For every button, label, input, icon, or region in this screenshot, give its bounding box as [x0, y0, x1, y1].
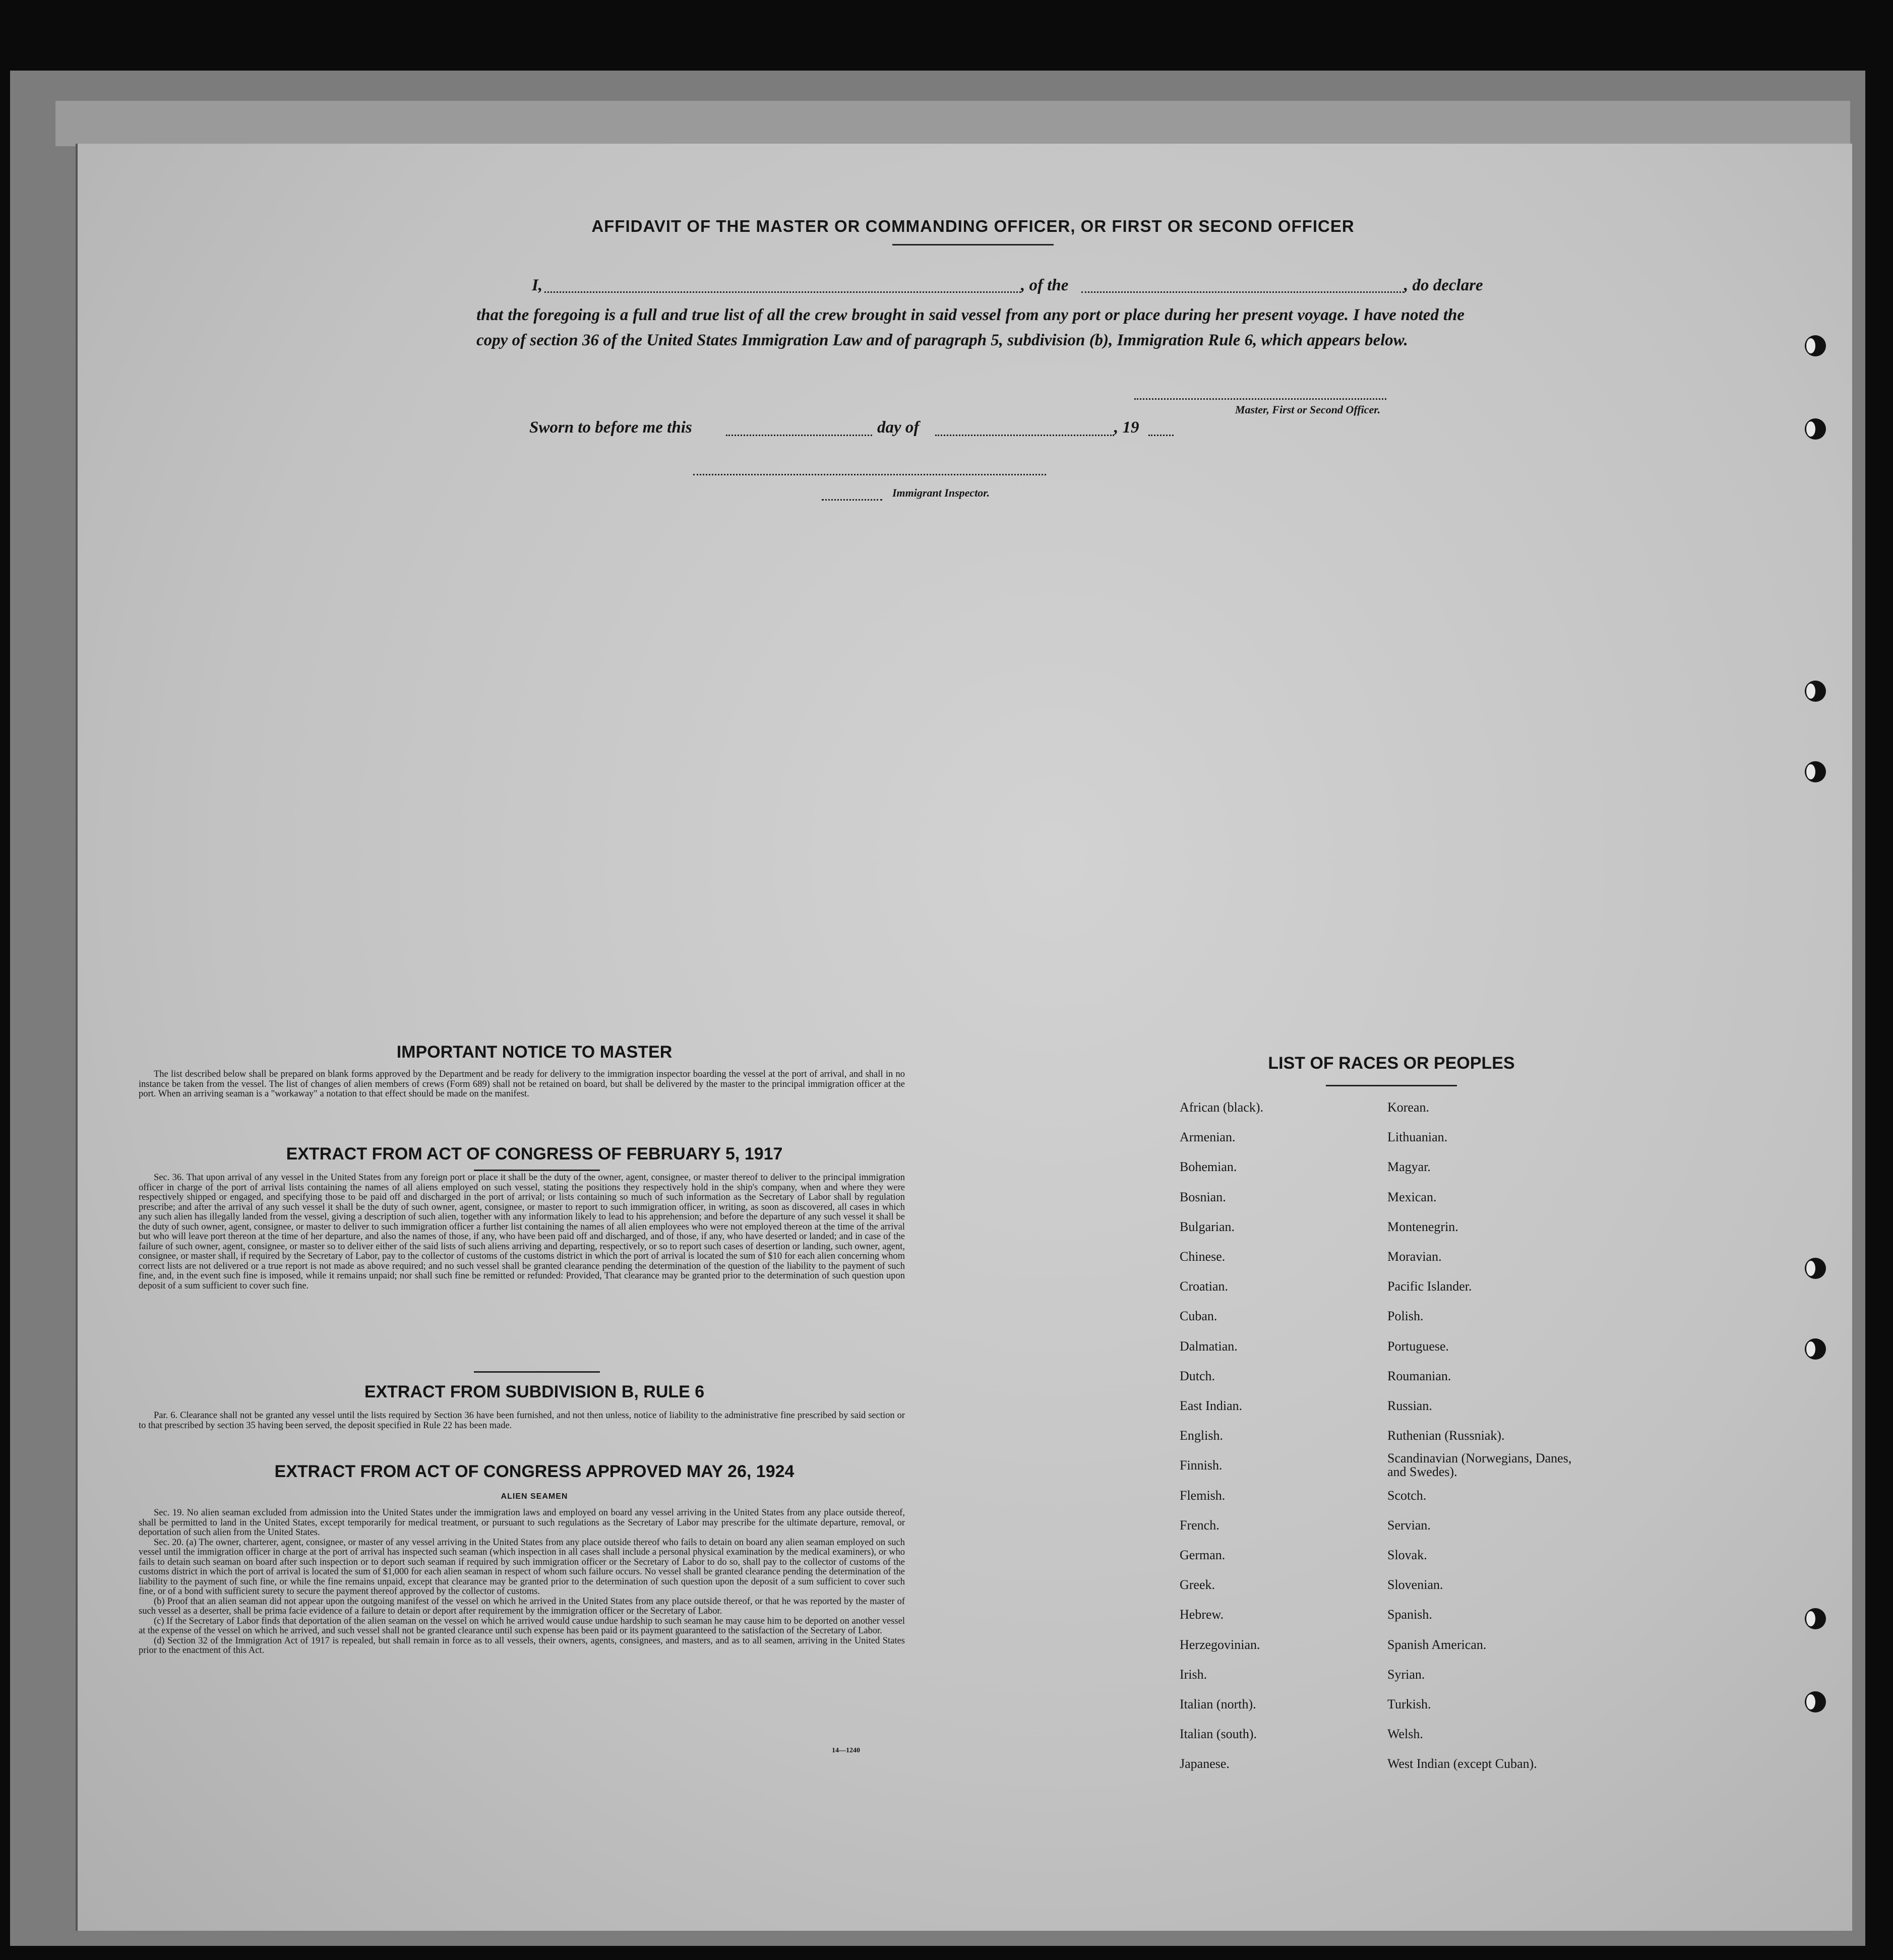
form-number: 14—1240 [832, 1747, 860, 1754]
extract-1924-title: EXTRACT FROM ACT OF CONGRESS APPROVED MAY 26, 1924 [274, 1462, 795, 1481]
race-item: Scotch. [1387, 1488, 1427, 1503]
sec-20b-paragraph: (b) Proof that an alien seaman did not appear upon the outgoing manifest of the vessel on which he arrived in the United States from any place outside thereof, or that he was reported by the master of such vessel as a deserter, shall be prima facie evidence of a failure to detain or deport after requirement by the immigration officer or the Secretary of Labor. [139, 1596, 905, 1616]
race-item: Mexican. [1387, 1189, 1437, 1204]
race-item: Dutch. [1180, 1368, 1215, 1383]
race-item: Magyar. [1387, 1159, 1431, 1175]
race-item: Portuguese. [1387, 1338, 1449, 1354]
inspector-signature-blank[interactable] [693, 474, 1046, 475]
races-title: LIST OF RACES OR PEOPLES [1268, 1054, 1515, 1073]
extract-rule6-body: Par. 6. Clearance shall not be granted any vessel until the lists required by Section 36 have been furnished, and not then unless, notice of liability to the administrative fine prescribed by said section or to that prescribed by section 35 having been served, the deposit specified in Rule 22 has been made. [139, 1411, 905, 1431]
affidavit-of-the-label: , of the [1021, 276, 1069, 294]
extract-rule6-title: EXTRACT FROM SUBDIVISION B, RULE 6 [364, 1382, 705, 1401]
notice-title: IMPORTANT NOTICE TO MASTER [396, 1043, 673, 1062]
race-item: Moravian. [1387, 1249, 1442, 1264]
affidavit-i-label: I, [532, 276, 543, 294]
race-item: Japanese. [1180, 1756, 1230, 1771]
race-item: East Indian. [1180, 1398, 1243, 1413]
vessel-blank[interactable] [1081, 291, 1404, 293]
binder-hole [1805, 1258, 1826, 1279]
race-item: Russian. [1387, 1398, 1432, 1413]
race-item: Spanish American. [1387, 1637, 1487, 1652]
race-item: Roumanian. [1387, 1368, 1451, 1383]
race-item: Slovenian. [1387, 1577, 1443, 1592]
race-item: West Indian (except Cuban). [1387, 1756, 1537, 1771]
affidavit-do-declare-label: , do declare [1404, 276, 1483, 294]
title-underline [892, 244, 1054, 246]
sec-20d-paragraph: (d) Section 32 of the Immigration Act of 1917 is repealed, but shall remain in force as to all vessels, their owners, agents, consignees, and masters, and as to all seamen, arriving in the United States prior to the enactment of this Act. [139, 1635, 905, 1656]
binder-hole [1805, 681, 1826, 702]
race-item: German. [1180, 1548, 1226, 1562]
master-caption: Master, First or Second Officer. [1235, 403, 1381, 416]
race-item: Bulgarian. [1180, 1219, 1235, 1234]
binder-hole [1805, 1691, 1826, 1712]
master-signature-blank[interactable] [1134, 398, 1386, 400]
race-item: Armenian. [1180, 1130, 1236, 1145]
binder-hole [1805, 1608, 1826, 1629]
race-item: Herzegovinian. [1180, 1637, 1260, 1652]
race-item: Irish. [1180, 1667, 1207, 1682]
sec-20a-paragraph: Sec. 20. (a) The owner, charterer, agent, consignee, or master of any vessel arriving in the United States from any place outside thereof who fails to detain on board any alien seaman employed on such vessel until the immigration officer in charge at the port of arrival has inspected such seaman (which inspection in all cases shall include a personal physical examination by the medical examiners), or who fails to detain such seaman on board after such inspection or to deport such seaman if required by such immigration officer or the Secretary of Labor to do so, shall pay to the collector of customs of the customs district in which the port of arrival is located the sum of $1,000 for each alien seaman in respect of whom such failure occurs. No vessel shall be granted clearance pending the determination of the liability to the payment of such fine, or while the fine remains unpaid, except that clearance may be granted prior to the determination of such question upon the deposit of a sum sufficient to cover such fine, or of a bond with sufficient surety to secure the payment thereof approved by the collector of customs. [139, 1537, 905, 1597]
race-item: Bohemian. [1180, 1159, 1237, 1175]
notice-body: The list described below shall be prepared on blank forms approved by the Department and be ready for delivery to the immigration inspector boarding the vessel at the port of arrival, and shall in no instance be taken from the vessel. The list of changes of alien members of crews (Form 689) shall not be retained on board, but shall be delivered by the master to the principal immigration officer at the port. When an arriving seaman is a "workaway" a notation to that effect should be made on the manifest. [139, 1069, 905, 1099]
race-item: Scandinavian (Norwegians, Danes, and Swedes). [1387, 1451, 1572, 1480]
binder-hole [1805, 1338, 1826, 1360]
race-item: Welsh. [1387, 1727, 1423, 1742]
race-item: Cuban. [1180, 1309, 1217, 1324]
race-item: Greek. [1180, 1577, 1215, 1592]
race-item: Korean. [1387, 1100, 1430, 1115]
sworn-month-blank[interactable] [935, 435, 1114, 436]
race-item: Dalmatian. [1180, 1338, 1238, 1354]
race-item: Flemish. [1180, 1488, 1226, 1503]
sworn-day-blank[interactable] [726, 435, 872, 436]
alien-seamen-subtitle: ALIEN SEAMEN [501, 1492, 568, 1501]
race-item: Chinese. [1180, 1249, 1226, 1264]
sec-20c-paragraph: (c) If the Secretary of Labor finds that deportation of the alien seaman on the vessel on which he arrived would cause undue hardship to such seaman he may cause him to be deported on another vessel at the expense of the vessel on which he arrived, and such vessel shall not be granted clearance until such expense has been paid or its payment guaranteed to the satisfaction of the Secretary of Labor. [139, 1616, 905, 1636]
race-item: English. [1180, 1428, 1223, 1443]
race-item: Syrian. [1387, 1667, 1425, 1682]
races-underline [1326, 1085, 1457, 1086]
back-sheet-edge [55, 101, 1850, 146]
year-label: , 19 [1114, 418, 1139, 437]
race-item: Italian (north). [1180, 1697, 1256, 1711]
race-item: Lithuanian. [1387, 1130, 1448, 1145]
race-item: Croatian. [1180, 1279, 1229, 1294]
affidavit-text: that the foregoing is a full and true list of all the crew brought in said vessel from any port or place during her present voyage. I have noted the copy of section 36 of the United States Immigration Law and of paragraph 5, subdivision (b), Immigration Rule 6, which appears below. [476, 306, 1464, 349]
binder-hole [1805, 418, 1826, 440]
affidavit-title: AFFIDAVIT OF THE MASTER OR COMMANDING OFFICER, OR FIRST OR SECOND OFFICER [591, 217, 1355, 235]
race-item: Finnish. [1180, 1458, 1223, 1473]
binder-hole [1805, 761, 1826, 782]
year-blank[interactable] [1148, 435, 1174, 436]
race-item: Italian (south). [1180, 1727, 1257, 1742]
race-item: African (black). [1180, 1100, 1264, 1115]
race-item: Ruthenian (Russniak). [1387, 1428, 1505, 1443]
race-item: Polish. [1387, 1309, 1424, 1324]
race-item: Spanish. [1387, 1607, 1432, 1622]
extract-1924-body [139, 1508, 905, 1656]
inspector-leader [822, 499, 882, 501]
day-of-label: day of [877, 418, 920, 437]
inspector-caption: Immigrant Inspector. [892, 486, 990, 499]
rule6-overline [474, 1371, 600, 1373]
extract-1917-underline [474, 1170, 600, 1171]
race-item: Hebrew. [1180, 1607, 1224, 1622]
race-item: Montenegrin. [1387, 1219, 1458, 1234]
sec-19-paragraph: Sec. 19. No alien seaman excluded from admission into the United States under the immigration laws and employed on board any vessel arriving in the United States from any place outside thereof, shall be permitted to land in the United States, except temporarily for medical treatment, or pursuant to such regulations as the Secretary of Labor may prescribe for the ultimate departure, removal, or deportation of such alien from the United States. [139, 1508, 905, 1538]
binder-hole [1805, 335, 1826, 356]
race-item: French. [1180, 1517, 1219, 1533]
extract-1917-body: Sec. 36. That upon arrival of any vessel in the United States from any foreign port or place it shall be the duty of the owner, agent, consignee, or master thereof to deliver to the principal immigration officer in charge of the port of arrival lists containing the names of all aliens employed on such vessel, stating the positions they respectively hold in the ship's company, when and where they were respectively shipped or engaged, and specifying those to be paid off and discharged in the port of arrival; or lists containing so much of such information as the Secretary of Labor shall by regulation prescribe; and after the arrival of any such vessel it shall be the duty of such owner, agent, consignee, or master to report to such immigration officer, in writing, as soon as discovered, all cases in which any such alien has illegally landed from the vessel, giving a description of such alien, together with any information likely to lead to his apprehension; and before the departure of any such vessel it shall be the duty of such owner, agent, consignee, or master to deliver to such immigration officer a further list containing the names of all alien employees who were not employed thereon at the time of the arrival but who will leave port thereon at the time of her departure, and also the names of those, if any, who have been paid off and discharged, and of those, if any, who have deserted or landed; and in case of the failure of such owner, agent, consignee, or master so to deliver either of the said lists of such aliens arriving and departing, respectively, or so to report such cases of desertion or landing, such owner, agent, consignee, or master shall, if required by the Secretary of Labor, pay to the collector of customs of the customs district in which the port of arrival is located the sum of $10 for each alien concerning whom correct lists are not delivered or a true report is not made as above required; and no such vessel shall be granted clearance pending the determination of the question of the liability to the payment of such fine, and, in the event such fine is imposed, while it remains unpaid; nor shall such fine be remitted or refunded: Provided, That clearance may be granted prior to the determination of such question upon deposit of a sum sufficient to cover such fine. [139, 1173, 905, 1291]
race-item: Pacific Islander. [1387, 1279, 1472, 1294]
race-item: Turkish. [1387, 1697, 1431, 1711]
race-item: Bosnian. [1180, 1189, 1226, 1204]
name-blank[interactable] [544, 291, 1021, 293]
form-page [76, 144, 1852, 1931]
race-item: Slovak. [1387, 1548, 1427, 1562]
sworn-label: Sworn to before me this [529, 418, 692, 437]
extract-1917-title: EXTRACT FROM ACT OF CONGRESS OF FEBRUARY 5, 1917 [286, 1144, 783, 1163]
race-item: Servian. [1387, 1517, 1431, 1533]
